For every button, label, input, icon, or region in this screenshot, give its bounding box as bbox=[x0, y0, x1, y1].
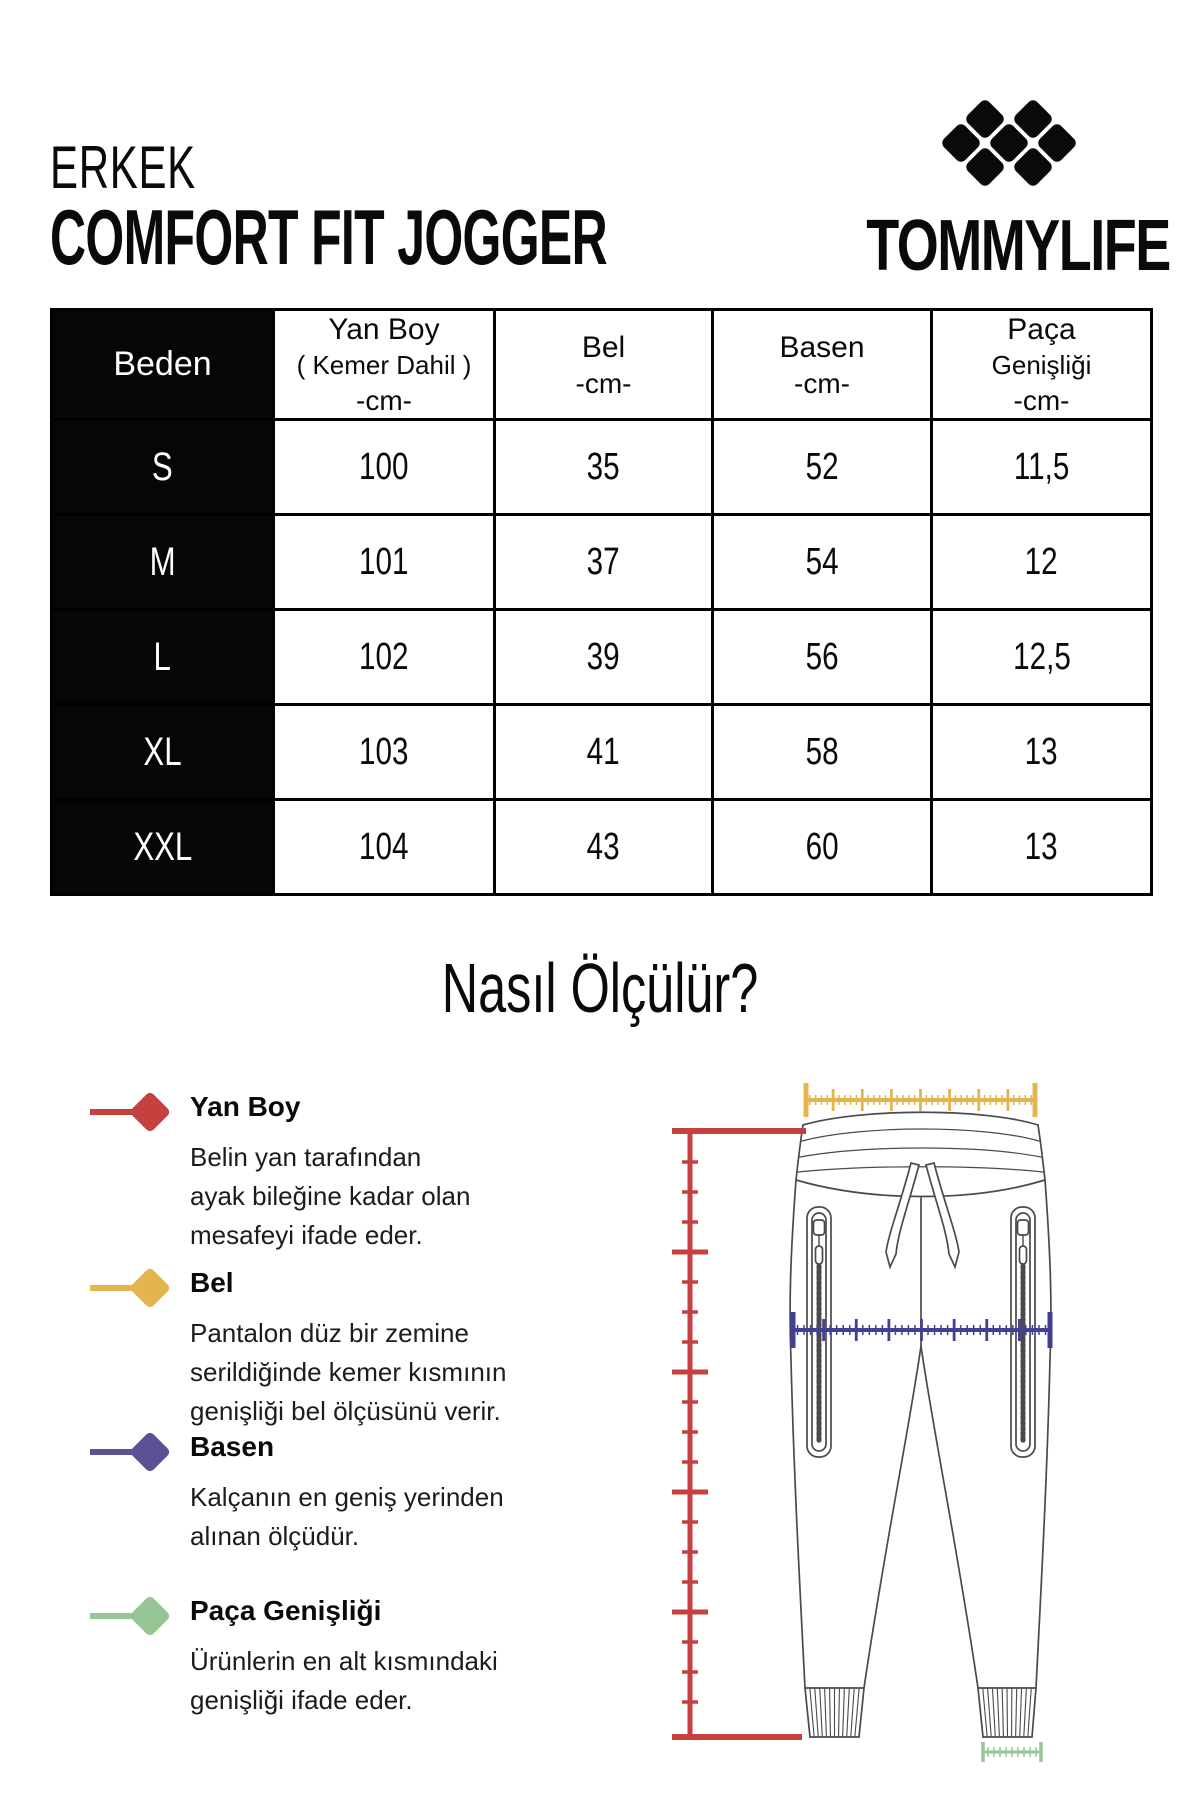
table-row bbox=[52, 610, 1152, 705]
size-label: M bbox=[149, 539, 176, 584]
how-to-measure-heading: Nasıl Ölçülür? bbox=[441, 949, 759, 1027]
paca-diamond-icon bbox=[88, 1586, 178, 1646]
size-label: XXL bbox=[133, 824, 192, 869]
value-cell: 104 bbox=[359, 825, 409, 868]
value-cell: 100 bbox=[359, 445, 409, 488]
value-cell: 56 bbox=[805, 635, 839, 678]
value-cell: 54 bbox=[805, 540, 839, 583]
col-header-basen: Basen -cm- bbox=[713, 310, 932, 420]
value-cell: 52 bbox=[805, 445, 839, 488]
value-cell: 60 bbox=[805, 825, 839, 868]
col-header-paca: Paça Genişliği -cm- bbox=[932, 310, 1152, 420]
table-row bbox=[52, 515, 1152, 610]
value-cell: 43 bbox=[587, 825, 620, 868]
col-header-yan-boy: Yan Boy ( Kemer Dahil ) -cm- bbox=[274, 310, 495, 420]
value-cell: 41 bbox=[587, 730, 620, 773]
value-cell: 101 bbox=[359, 540, 409, 583]
pants-outline bbox=[790, 1112, 1051, 1737]
legend-label: Bel bbox=[190, 1267, 234, 1298]
basen-diamond-icon bbox=[88, 1422, 178, 1482]
yan-boy-diamond-icon bbox=[88, 1082, 178, 1142]
legend-label: Basen bbox=[190, 1431, 275, 1462]
table-row bbox=[52, 705, 1152, 800]
cuff-ribs bbox=[810, 1689, 1031, 1736]
legend-item-bel: Bel Pantalon düz bir zemine serildiğinde kemer kısmının genişliği bel ölçüsünü verir. bbox=[190, 1267, 610, 1431]
value-cell: 102 bbox=[359, 635, 409, 678]
size-label: L bbox=[153, 634, 172, 679]
corner-header-beden: Beden bbox=[52, 310, 274, 420]
bel-diamond-icon bbox=[88, 1258, 178, 1318]
table-row bbox=[52, 420, 1152, 515]
product-title: COMFORT FIT JOGGER bbox=[50, 193, 608, 281]
value-cell: 39 bbox=[587, 635, 620, 678]
paca-ruler bbox=[982, 1742, 1042, 1762]
value-cell: 103 bbox=[359, 730, 409, 773]
legend-label: Paça Genişliği bbox=[190, 1595, 382, 1626]
value-cell: 12 bbox=[1025, 540, 1058, 583]
drawstring-left bbox=[886, 1163, 919, 1267]
drawstring-right bbox=[926, 1163, 959, 1267]
value-cell: 11,5 bbox=[1013, 445, 1070, 488]
value-cell: 58 bbox=[805, 730, 839, 773]
legend-item-paca: Paça Genişliği Ürünlerin en alt kısmındaki genişliği ifade eder. bbox=[190, 1595, 610, 1720]
col-header-bel: Bel -cm- bbox=[495, 310, 713, 420]
legend-label: Yan Boy bbox=[190, 1091, 301, 1122]
size-label: S bbox=[152, 444, 173, 489]
table-header-row bbox=[52, 310, 1152, 420]
value-cell: 13 bbox=[1025, 825, 1058, 868]
legend-item-yan-boy: Yan Boy Belin yan tarafından ayak bileğine kadar olan mesafeyi ifade eder. bbox=[190, 1091, 610, 1255]
value-cell: 35 bbox=[587, 445, 620, 488]
jogger-measurement-diagram bbox=[560, 880, 1200, 1800]
waistband bbox=[803, 1112, 1038, 1125]
brand-logo-icon bbox=[934, 98, 1084, 188]
value-cell: 13 bbox=[1025, 730, 1058, 773]
value-cell: 37 bbox=[587, 540, 620, 583]
size-chart-table bbox=[50, 308, 1153, 896]
legend-item-basen: Basen Kalçanın en geniş yerinden alınan ölçüdür. bbox=[190, 1431, 610, 1556]
size-label: XL bbox=[143, 729, 182, 774]
brand-wordmark: TOMMYLIFE bbox=[866, 206, 1170, 286]
yan-boy-ruler bbox=[672, 1131, 806, 1737]
value-cell: 12,5 bbox=[1012, 635, 1071, 678]
category-title: ERKEK bbox=[50, 134, 196, 201]
